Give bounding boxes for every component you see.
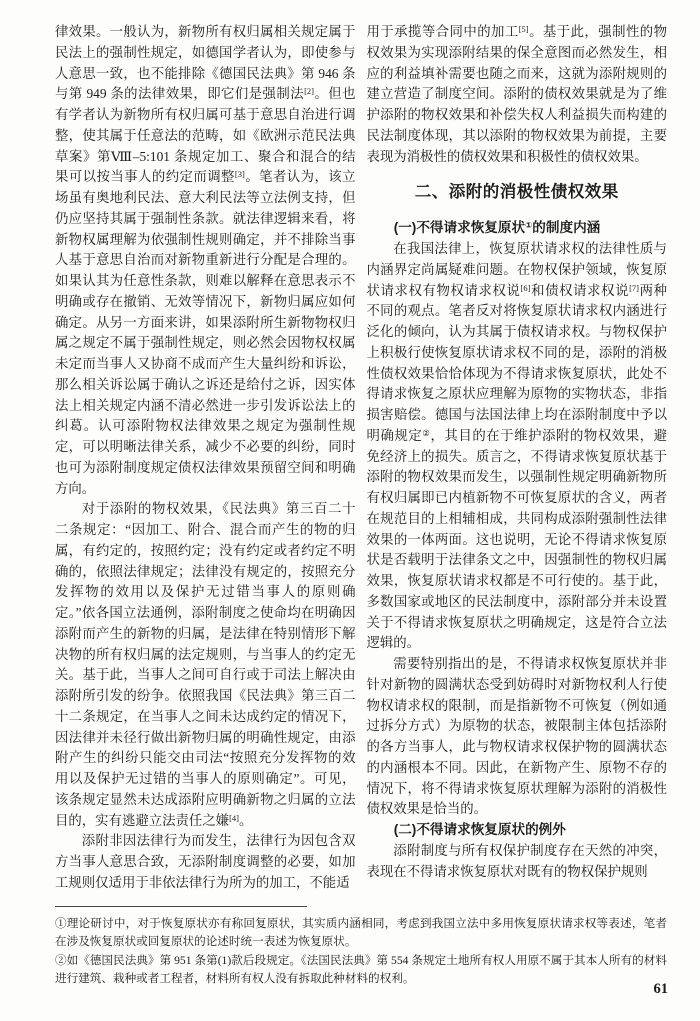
right-column xyxy=(367,22,668,894)
paragraph: 律效果。一般认为，新物所有权归属相关规定属于民法上的强制性规定，如德国学者认为，即使参与人意思一致，也不能排除《德国民法典》第 946 条与第 949 条的法律效果，即它们是强制法[2]。但也有学者认为新物所有权归属可基于意思自治进行调整，使其属于任意法的范畴，如《欧洲示范民法典草案》第Ⅷ–5:101 条规定加工、聚合和混合的结果可以按当事人的约定而调整[3]。笔者认为，该立场虽有奥地利民法、意大利民法等立法例支持，但仍应坚持其属于强制性条款。就法律逻辑来看，将新物权属理解为依强制性规则确定，并不排除当事人基于意思自治而对新物重新进行分配是合理的。如果认其为任意性条款，则难以解释在意思表示不明确或存在撤销、无效等情况下，新物归属应如何确定。从另一方面来讲，如果添附所生新物物权归属之规定不属于强制性规定，则必然会因物权权属未定而当事人又协商不成而产生大量纠纷和诉讼，那么相关诉讼属于确认之诉还是给付之诉，因实体法上相关规定内涵不清必然进一步引发诉讼法上的纠葛。认可添附物权法律效果之规定为强制性规定，可以明晰法律关系，减少不必要的纠纷，同时也可为添附制度规定债权法律效果预留空间和明确方向。 xyxy=(55,24,356,496)
sub-heading: (一)不得请求恢复原状①的制度内涵 xyxy=(393,220,601,236)
footnote-reference: [6] xyxy=(520,282,531,293)
footnote-reference: [2] xyxy=(304,86,314,97)
article-body xyxy=(55,22,667,894)
footnote-separator xyxy=(55,906,307,907)
footnote-reference: ② xyxy=(422,427,431,438)
footnote-reference: [5] xyxy=(518,24,529,35)
sub-heading: (二)不得请求恢复原状的例外 xyxy=(393,822,566,837)
paragraph: 用于承揽等合同中的加工[5]。基于此，强制性的物权效果为实现添附结果的保全意图而必然发生，相应的利益填补需要也随之而来，这就为添附规则的建立营造了制度空间。添附的债权效果就是为了维护添附的物权效果和补偿失权人利益损失而构建的民法制度体现，其以添附的物权效果为前提，主要表现为消极性的债权效果和积极性的债权效果。 xyxy=(366,24,668,164)
paragraph: 需要特别指出的是，不得请求权恢复原状并非针对新物的圆满状态受到妨碍时对新物权利人行使物权请求权的限制，而是指新物不可恢复（例如通过拆分方式）为原物的状态，被限制主体包括添附的各方当事人，此与物权请求权保护物的圆满状态的内涵根本不同。因此，在新物产生、原物不存的情况下，将不得请求恢复原状理解为添附的消极性债权效果是恰当的。 xyxy=(366,656,667,817)
paragraph: 对于添附的物权效果，《民法典》第三百二十二条规定：“因加工、附合、混合而产生的物的归属，有约定的，按照约定；没有约定或者约定不明确的，依照法律规定；法律没有规定的，按照充分发挥物的效用以及保护无过错当事人的原则确定。”依各国立法通例，添附制度之使命均在明确因添附而产生的新物的归属，是法律在特别情形下解决物的所有权归属的法定规则，与当事人的约定无关。基于此，当事人之间可自行或于司法上解决由添附所引发的纷争。依照我国《民法典》第三百二十二条规定，在当事人之间未达成约定的情况下，因法律并未径行做出新物归属的明确性规定，由添附产生的纠纷只能交由司法“按照充分发挥物的效用以及保护无过错的当事人的原则确定”。可见，该条规定显然未达成添附应明确新物之归属的立法目的，实有逃避立法责任之嫌[4]。 xyxy=(55,501,356,828)
footnote: ①理论研讨中，对于恢复原状亦有称回复原状，其实质内涵相同，考虑到我国立法中多用恢复原状请求权等表述，笔者在涉及恢复原状或回复原状的论述时统一表述为恢复原状。 xyxy=(55,917,667,949)
page-number: 61 xyxy=(653,981,668,997)
paragraph: 添附非因法律行为而发生，法律行为因包含双方当事人意思合致，无添附制度调整的必要，如加工规则仅适用于非依法律行为所为的加工，不能适 xyxy=(55,833,356,890)
paragraph: 添附制度与所有权保护制度存在天然的冲突，表现在不得请求恢复原状对既有的物权保护规则 xyxy=(366,842,667,879)
footnote: ②如《德国民法典》第 951 条第(1)款后段规定。《法国民法典》第 554 条规定土地所有权人用原不属于其本人所有的材料进行建筑、栽种或者工程者，材料所有权人没有拆取此种材料的权利。 xyxy=(55,953,667,986)
footnote-reference: [3] xyxy=(234,169,245,180)
footnote-reference: [7] xyxy=(629,282,640,293)
footnote-reference: ① xyxy=(525,220,533,231)
section-heading: 二、添附的消极性债权效果 xyxy=(414,183,619,202)
paragraph: 在我国法律上，恢复原状请求权的法律性质与内涵界定尚属疑难问题。在物权保护领域，恢复原状请求权有物权请求权说[6]和债权请求权说[7]两种不同的观点。笔者反对将恢复原状请求权内涵进行泛化的倾向，认为其属于债权请求权。与物权保护上积极行使恢复原状请求权不同的是，添附的消极性债权效果恰恰体现为不得请求恢复原状，此处不得请求恢复之原状应理解为原物的实物状态，非指损害赔偿。德国与法国法律上均在添附制度中予以明确规定②，其目的在于维护添附的物权效果，避免经济上的损失。质言之，不得请求恢复原状基于添附的物权效果而发生，以强制性规定明确新物所有权归属即已内植新物不可恢复原状的含义，两者在规范目的上相辅相成，共同构成添附强制性法律效果的一体两面。这也说明，无论不得请求恢复原状是否载明于法律条文之中，因强制性的物权归属效果，恢复原状请求权都是不可行使的。基于此，多数国家或地区的民法制度中，添附部分并未设置关于不得请求恢复原状之明确规定，这是符合立法逻辑的。 xyxy=(366,241,668,651)
footnote-reference: [4] xyxy=(229,812,239,823)
left-column xyxy=(55,22,356,894)
footnotes-section xyxy=(55,906,667,989)
footnotes-list xyxy=(55,915,667,989)
